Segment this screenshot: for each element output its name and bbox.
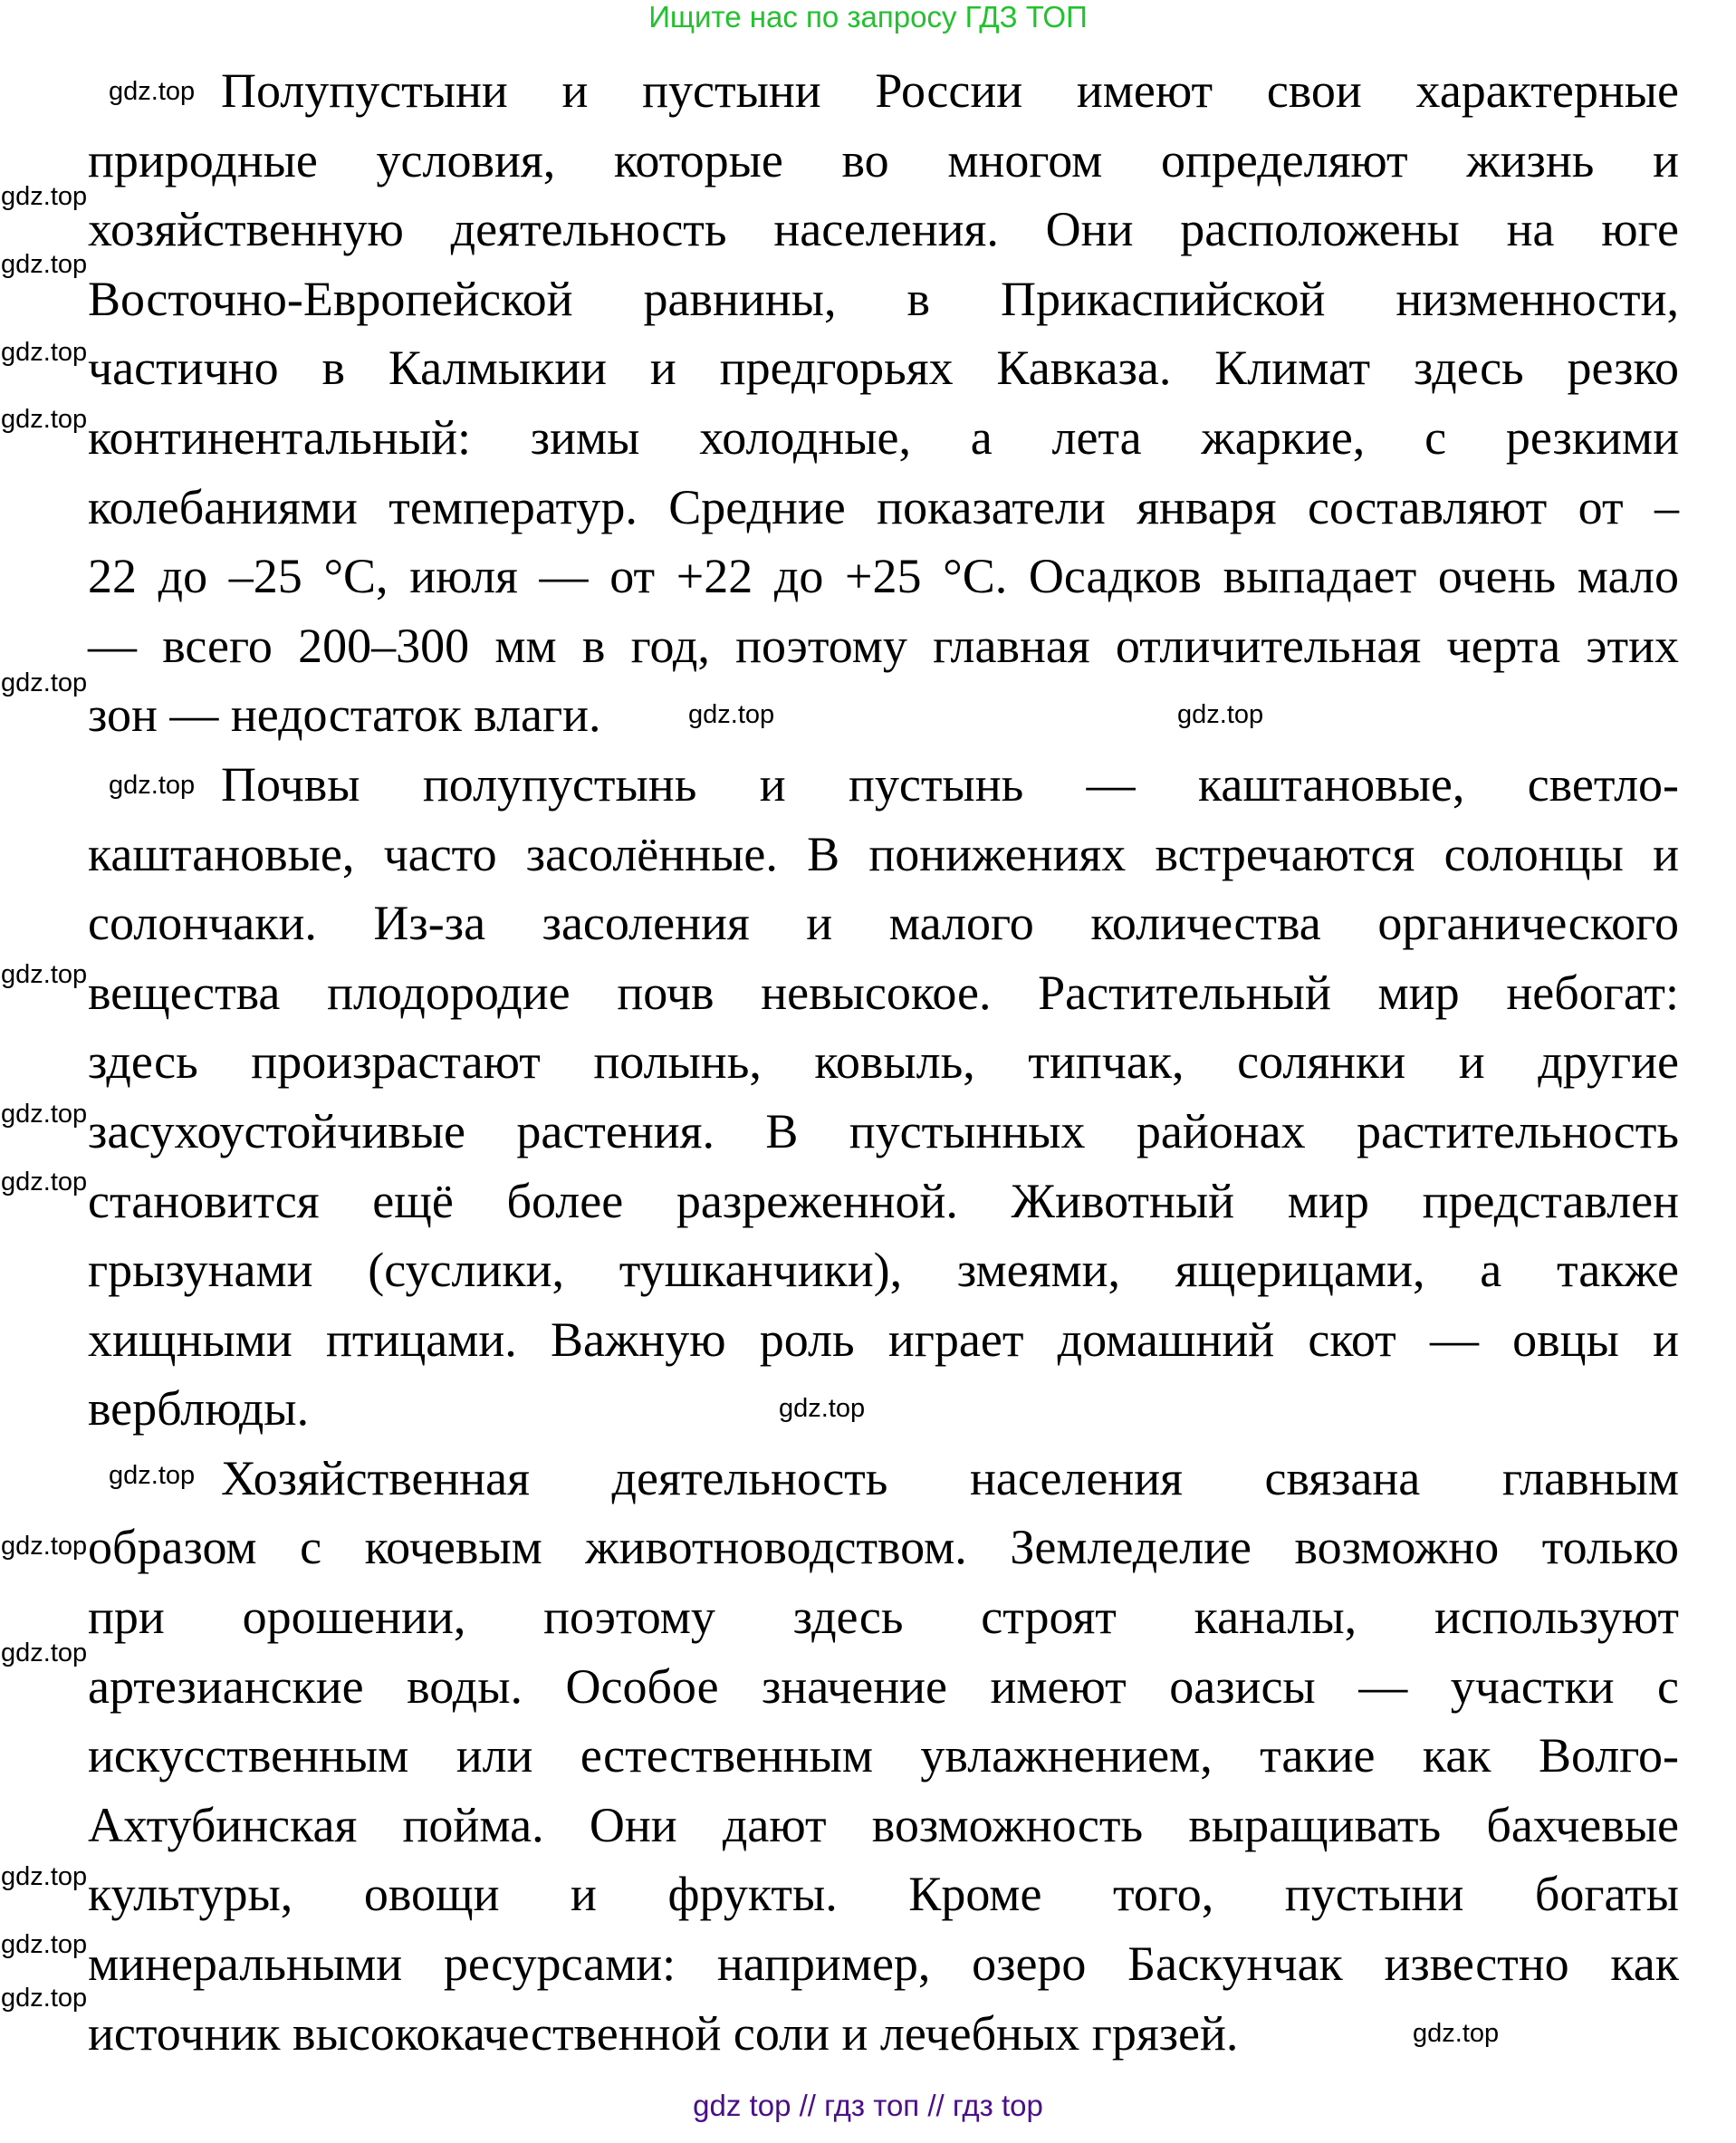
watermark: gdz.top [1, 1984, 88, 2013]
watermark: gdz.top [1177, 700, 1264, 729]
watermark: gdz.top [1, 960, 88, 989]
watermark: gdz.top [1413, 2019, 1500, 2048]
text-line: искусственным или естественным увлажнением, такие как Волго- [88, 1728, 1679, 1783]
watermark: gdz.top [109, 77, 196, 106]
text-line: колебаниями температур. Средние показатели января составляют от – [88, 479, 1679, 534]
text-line: каштановые, часто засолённые. В понижениях встречаются солонцы и [88, 826, 1679, 881]
text-line: континентальный: зимы холодные, а лета жаркие, с резкими [88, 409, 1679, 465]
watermark: gdz.top [1, 1930, 88, 1959]
footer-banner: gdz top // гдз топ // гдз top [693, 2089, 1043, 2122]
text-line: становится ещё более разреженной. Животный мир представлен [88, 1173, 1679, 1228]
text-line: — всего 200–300 мм в год, поэтому главная отличительная черта этих [88, 618, 1679, 673]
watermark: gdz.top [1, 1168, 88, 1196]
text-line: зон — недостаток влаги. [88, 687, 601, 743]
text-line: грызунами (суслики, тушканчики), змеями, ящерицами, а также [88, 1243, 1679, 1298]
text-line: верблюды. [88, 1381, 310, 1437]
text-line: артезианские воды. Особое значение имеют оазисы — участки с [88, 1658, 1679, 1714]
paragraph [88, 750, 1679, 1444]
answer-text [88, 56, 1679, 2068]
watermark: gdz.top [1, 405, 88, 434]
text-line: Хозяйственная деятельность населения связана главным [221, 1450, 1679, 1505]
search-banner: Ищите нас по запросу ГДЗ ТОП [648, 0, 1088, 34]
watermark: gdz.top [779, 1394, 866, 1423]
text-line: Почвы полупустынь и пустынь — каштановые, светло- [221, 756, 1679, 812]
text-line: хозяйственную деятельность населения. Они расположены на юге [88, 202, 1679, 257]
paragraph [88, 1444, 1679, 2068]
watermark: gdz.top [1, 338, 88, 367]
text-line: минеральными ресурсами: например, озеро Баскунчак известно как [88, 1936, 1679, 1992]
watermark: gdz.top [109, 1461, 196, 1490]
text-line: источник высококачественной соли и лечебных грязей. [88, 2005, 1239, 2061]
text-line: природные условия, которые во многом определяют жизнь и [88, 132, 1679, 187]
paragraph [88, 56, 1679, 750]
watermark: gdz.top [1, 182, 88, 211]
text-line: Восточно-Европейской равнины, в Прикаспийской низменности, [88, 271, 1679, 326]
text-line: Ахтубинская пойма. Они дают возможность выращивать бахчевые [88, 1797, 1679, 1852]
text-line: 22 до –25 °С, июля — от +22 до +25 °С. Осадков выпадает очень мало [88, 549, 1679, 604]
text-line: засухоустойчивые растения. В пустынных районах растительность [88, 1103, 1679, 1158]
text-line: Полупустыни и пустыни России имеют свои характерные [221, 63, 1679, 118]
watermark: gdz.top [109, 771, 196, 800]
watermark: gdz.top [1, 1862, 88, 1891]
text-line: здесь произрастают полынь, ковыль, типчак, солянки и другие [88, 1034, 1679, 1090]
watermark: gdz.top [1, 250, 88, 279]
watermark: gdz.top [1, 668, 88, 697]
text-line: вещества плодородие почв невысокое. Растительный мир небогат: [88, 965, 1679, 1020]
watermark: gdz.top [1, 1532, 88, 1561]
watermark: gdz.top [1, 1100, 88, 1129]
text-line: образом с кочевым животноводством. Земледелие возможно только [88, 1520, 1679, 1575]
text-line: хищными птицами. Важную роль играет домашний скот — овцы и [88, 1312, 1679, 1367]
watermark: gdz.top [1, 1638, 88, 1667]
text-line: солончаки. Из-за засоления и малого количества органического [88, 896, 1679, 951]
text-line: культуры, овощи и фрукты. Кроме того, пустыни богаты [88, 1867, 1679, 1922]
text-line: частично в Калмыкии и предгорьях Кавказа. Климат здесь резко [88, 341, 1679, 396]
watermark: gdz.top [688, 700, 775, 729]
text-line: при орошении, поэтому здесь строят каналы, используют [88, 1590, 1679, 1645]
